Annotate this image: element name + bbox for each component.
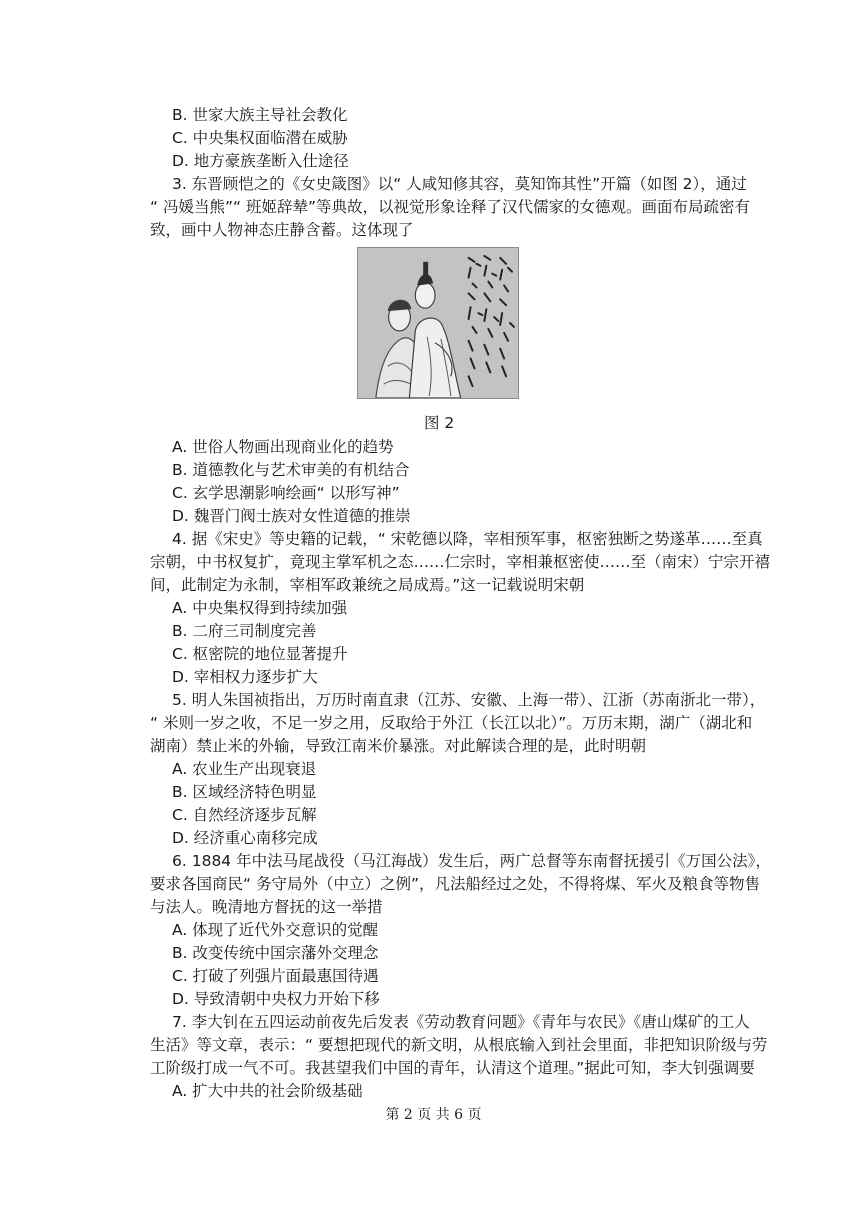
q7-stem-line-2: 生活》等文章，表示：“ 要想把现代的新文明，从根底输入到社会里面，非把知识阶级与劳: [150, 1036, 768, 1054]
q3-stem-line-3: 致，画中人物神态庄静含蓄。这体现了: [150, 221, 414, 239]
q4-option-a: A. 中央集权得到持续加强: [172, 599, 348, 617]
figure-2-painting-image: [357, 247, 519, 399]
q2-option-d: D. 地方豪族垄断入仕途径: [172, 152, 349, 170]
q3-option-d: D. 魏晋门阀士族对女性道德的推崇: [172, 507, 411, 525]
q3-option-a: A. 世俗人物画出现商业化的趋势: [172, 438, 394, 456]
q2-option-c: C. 中央集权面临潜在威胁: [172, 129, 348, 147]
q5-option-c: C. 自然经济逐步瓦解: [172, 806, 317, 824]
q6-stem-line-3: 与法人。晚清地方督抚的这一举措: [150, 898, 383, 916]
q3-option-b: B. 道德教化与艺术审美的有机结合: [172, 461, 410, 479]
q7-stem-line-3: 工阶级打成一气不可。我甚望我们中国的青年，认清这个道理。”据此可知，李大钊强调要: [150, 1059, 755, 1077]
q5-option-b: B. 区域经济特色明显: [172, 783, 317, 801]
q5-stem-line-2: “ 米则一岁之收，不足一岁之用，反取给于外江（长江以北）”。万历末期，湖广（湖北和: [150, 714, 753, 732]
q4-stem-line-3: 间，此制定为永制，宰相军政兼统之局成焉。”这一记载说明宋朝: [150, 576, 585, 594]
q6-stem-line-2: 要求各国商民“ 务守局外（中立）之例”，凡法船经过之处，不得将煤、军火及粮食等物售: [150, 875, 760, 893]
q7-stem-line-1: 7. 李大钊在五四运动前夜先后发表《劳动教育问题》《青年与农民》《唐山煤矿的工人: [172, 1013, 750, 1031]
q5-option-a: A. 农业生产出现衰退: [172, 760, 317, 778]
q2-option-b: B. 世家大族主导社会教化: [172, 106, 348, 124]
q6-option-a: A. 体现了近代外交意识的觉醒: [172, 921, 379, 939]
q4-option-b: B. 二府三司制度完善: [172, 622, 317, 640]
q7-option-a: A. 扩大中共的社会阶级基础: [172, 1082, 363, 1100]
q6-option-d: D. 导致清朝中央权力开始下移: [172, 990, 380, 1008]
q4-stem-line-2: 宗朝，中书权复扩，竟现主掌军机之态……仁宗时，宰相兼枢密使……至（南宋）宁宗开禧: [150, 553, 771, 571]
q3-option-c: C. 玄学思潮影响绘画“ 以形写神”: [172, 484, 400, 502]
q4-option-d: D. 宰相权力逐步扩大: [172, 668, 318, 686]
q6-option-c: C. 打破了列强片面最惠国待遇: [172, 967, 379, 985]
figure-2-caption: 图 2: [424, 414, 455, 432]
q6-option-b: B. 改变传统中国宗藩外交理念: [172, 944, 379, 962]
q4-stem-line-1: 4. 据《宋史》等史籍的记载，“ 宋乾德以降，宰相预军事，枢密独断之势遂革……至真: [172, 530, 763, 548]
q5-stem-line-3: 湖南）禁止米的外输，导致江南米价暴涨。对此解读合理的是，此时明朝: [150, 737, 647, 755]
q6-stem-line-1: 6. 1884 年中法马尾战役（马江海战）发生后，两广总督等东南督抚援引《万国公法》，: [172, 852, 771, 870]
q4-option-c: C. 枢密院的地位显著提升: [172, 645, 348, 663]
q5-stem-line-1: 5. 明人朱国祯指出，万历时南直隶（江苏、安徽、上海一带）、江浙（苏南浙北一带），: [172, 691, 766, 709]
q5-option-d: D. 经济重心南移完成: [172, 829, 318, 847]
page-number-footer: 第 2 页 共 6 页: [385, 1107, 482, 1123]
q3-stem-line-1: 3. 东晋顾恺之的《女史箴图》以“ 人咸知修其容，莫知饰其性”开篇（如图 2），通过: [172, 175, 747, 193]
q3-stem-line-2: “ 冯媛当熊”“ 班姬辞辇”等典故，以视觉形象诠释了汉代儒家的女德观。画面布局疏密有: [150, 198, 750, 216]
